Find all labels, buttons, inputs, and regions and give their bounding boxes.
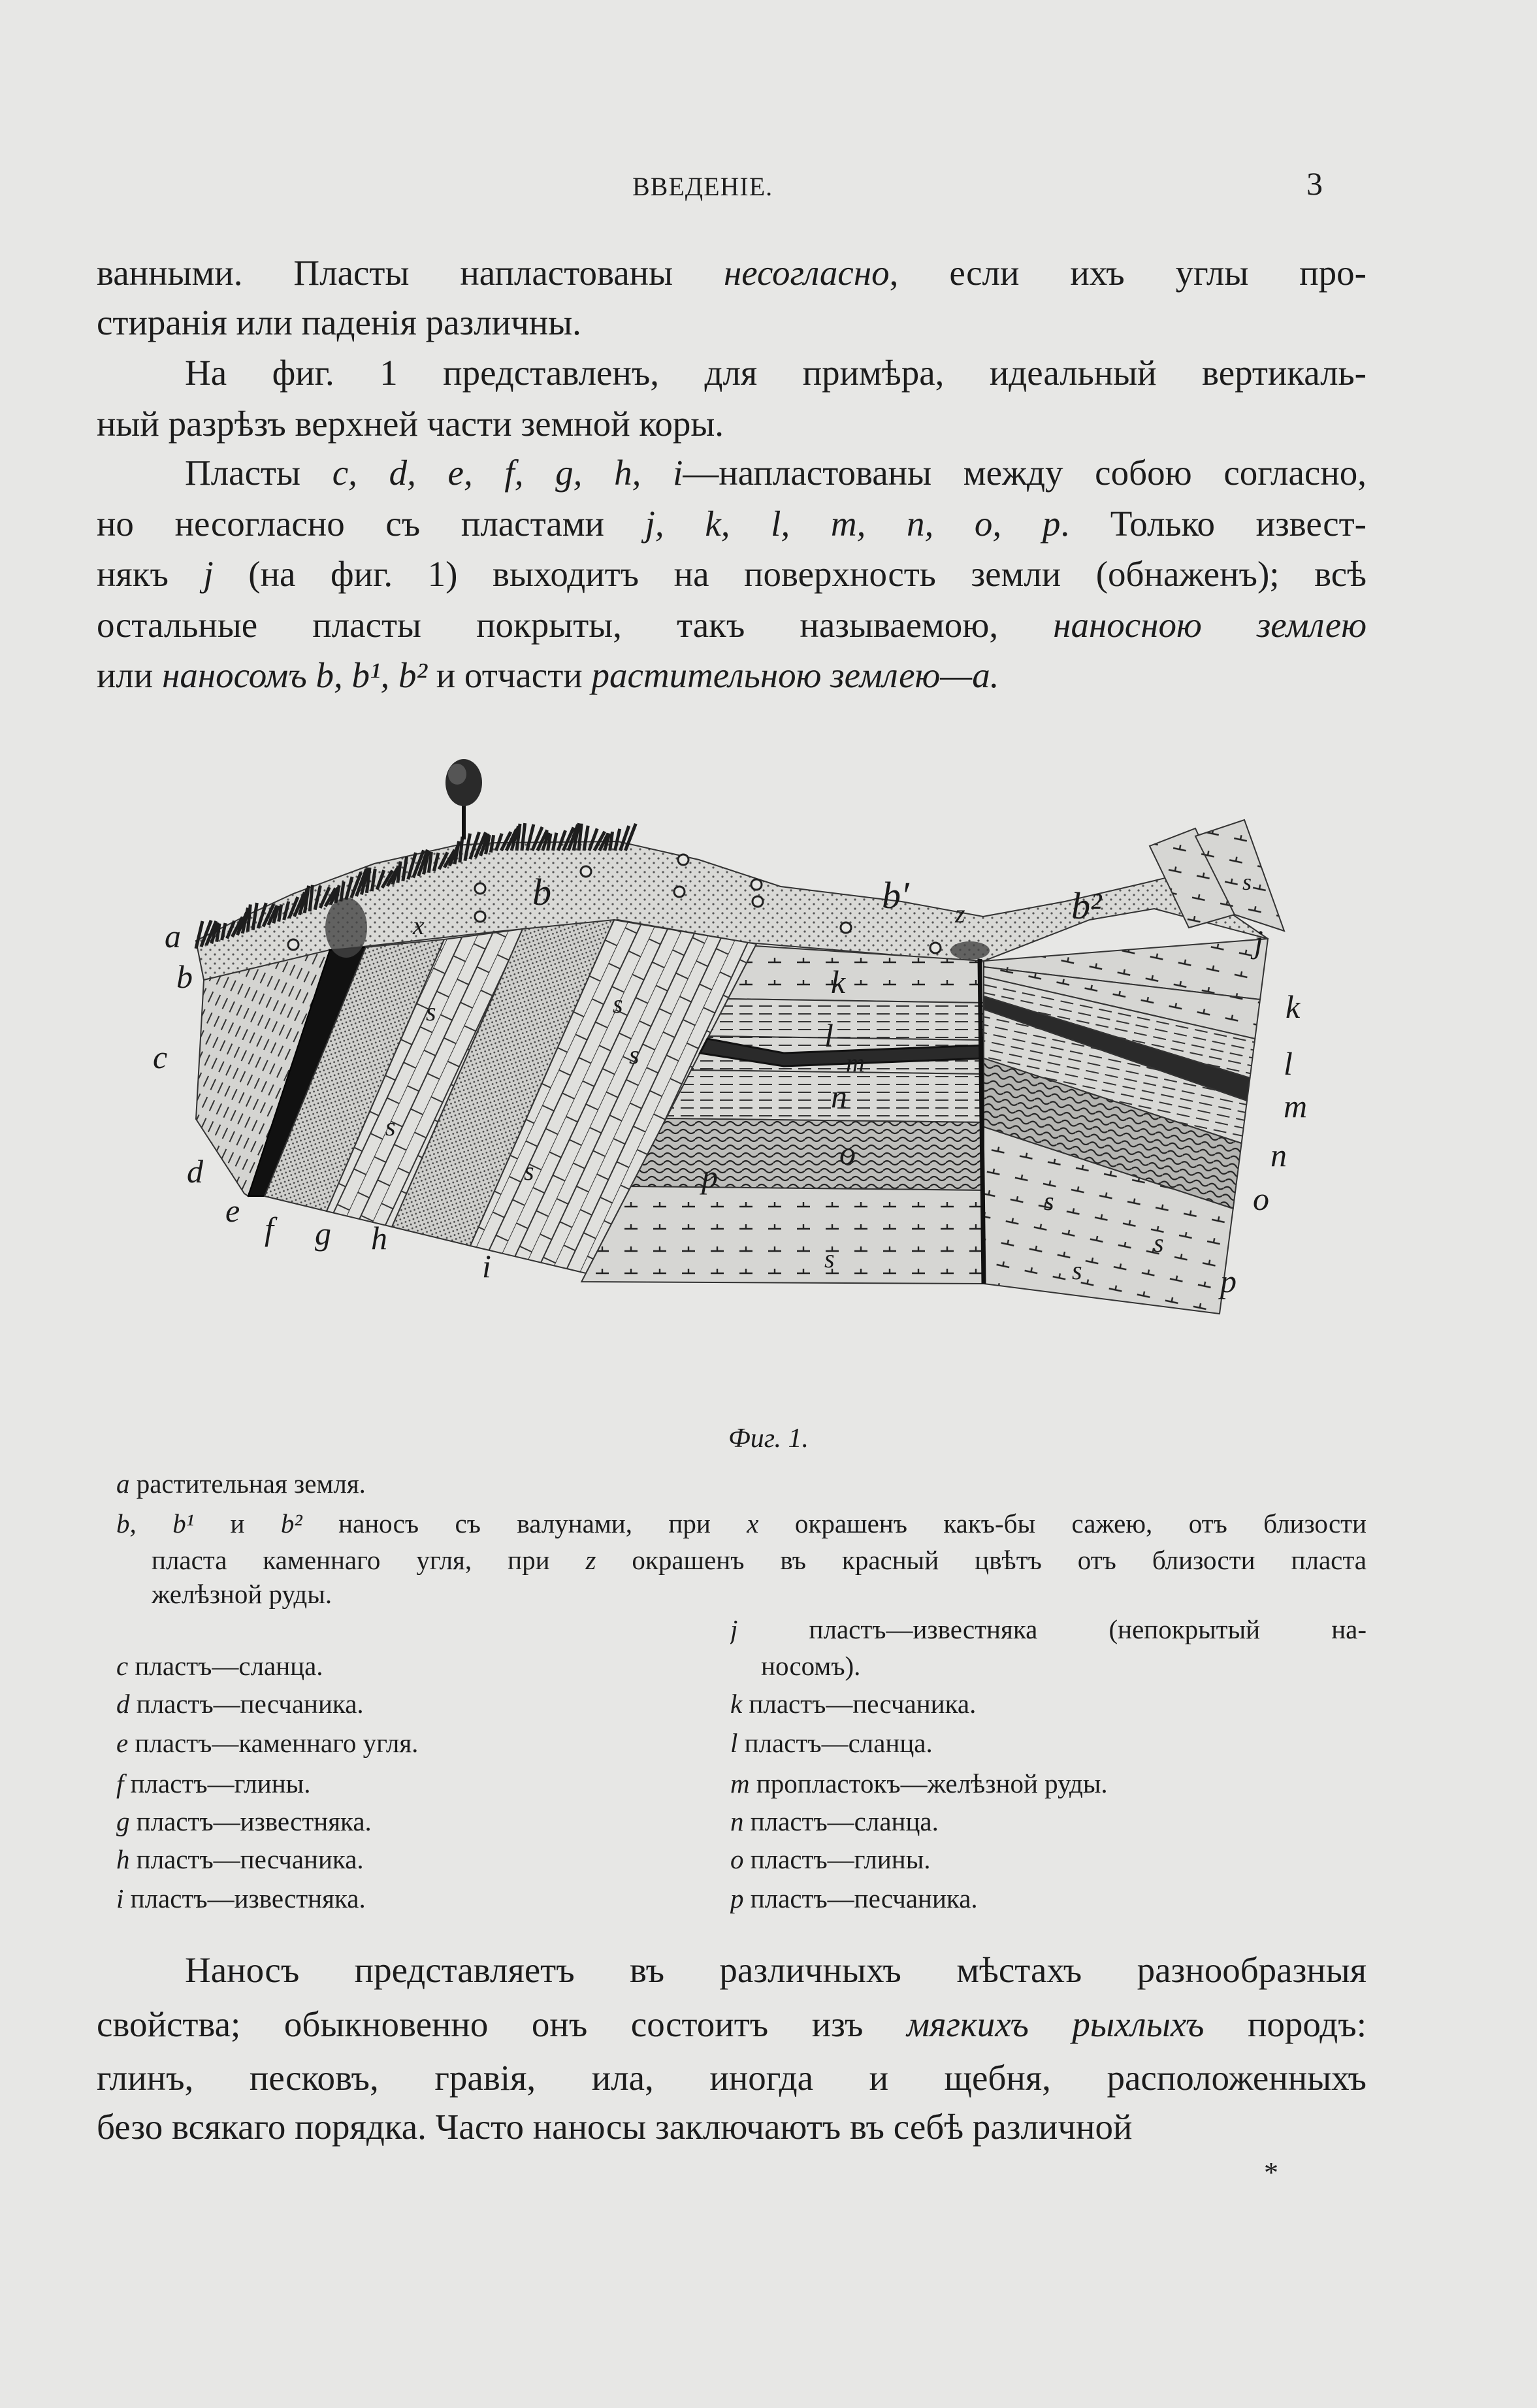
legend-item-b xyxy=(152,1541,1367,1579)
text-run: и xyxy=(194,1508,281,1538)
stain-x xyxy=(325,898,367,958)
text-run: ванными. Пласты напластованы xyxy=(97,253,724,293)
legend-item-g xyxy=(116,1802,704,1840)
text-run: Пласты xyxy=(185,453,332,493)
text-line xyxy=(97,2052,1367,2104)
stratum-p-left-block xyxy=(581,1186,984,1284)
text-run: , если ихъ углы про- xyxy=(889,253,1367,293)
text-run: но несогласно съ пластами xyxy=(97,504,645,544)
text-line xyxy=(97,247,1367,299)
legend-item-j-cont xyxy=(761,1647,1153,1685)
page-number: 3 xyxy=(1306,165,1323,202)
boulder xyxy=(678,854,688,865)
italic-term: наносомъ b, b¹, b² xyxy=(162,655,427,695)
fig-label-s: s xyxy=(1154,1228,1164,1258)
stain-z xyxy=(950,941,990,960)
italic-term: a xyxy=(116,1469,130,1499)
text-line xyxy=(97,548,1367,600)
fig-label-p-inner: p xyxy=(702,1158,718,1195)
fig-label-b: b xyxy=(176,958,193,995)
legend-item-j xyxy=(730,1610,1367,1648)
fig-label-x: x xyxy=(413,911,425,940)
boulder xyxy=(674,887,685,897)
text-run: породъ: xyxy=(1204,2004,1367,2044)
fig-label-a: a xyxy=(165,918,181,954)
legend-letter: p xyxy=(730,1883,744,1913)
legend-letter: i xyxy=(116,1883,124,1913)
boulder xyxy=(751,879,762,890)
text-line xyxy=(185,447,1367,499)
legend-text: носомъ). xyxy=(761,1651,861,1681)
running-header: ВВЕДЕНІЕ. xyxy=(632,172,773,201)
italic-term: j xyxy=(203,554,214,594)
text-line xyxy=(185,347,1367,399)
fig-label-b2: b² xyxy=(1071,885,1102,927)
text-run: и отчасти xyxy=(427,655,592,695)
fig-label-l-inner: l xyxy=(824,1017,833,1054)
fig-label-p: p xyxy=(1220,1263,1237,1299)
fig-label-l: l xyxy=(1284,1045,1293,1082)
text-run: ный разрѣзъ верхней части земной коры. xyxy=(97,404,724,444)
fig-label-f: f xyxy=(265,1211,274,1247)
text-run: някъ xyxy=(97,554,204,594)
fig-label-j: j xyxy=(1254,923,1263,960)
boulder xyxy=(475,883,485,894)
boulder xyxy=(288,939,299,950)
fig-label-s: s xyxy=(629,1040,639,1069)
legend-text: пропластокъ—желѣзной руды. xyxy=(756,1768,1108,1798)
legend-item-m xyxy=(730,1765,1351,1802)
legend-letter: d xyxy=(116,1689,130,1719)
tree-icon xyxy=(445,759,482,839)
italic-term: мягкихъ рыхлыхъ xyxy=(906,2004,1205,2044)
italic-term: наносною землею xyxy=(1053,605,1367,645)
legend-letter: k xyxy=(730,1689,743,1719)
fig-label-k-inner: k xyxy=(831,964,846,1000)
fig-label-i: i xyxy=(482,1248,491,1284)
legend-letter: n xyxy=(730,1806,744,1836)
fig-label-g: g xyxy=(315,1215,331,1252)
fig-label-c: c xyxy=(153,1039,168,1075)
legend-letter: f xyxy=(116,1768,124,1798)
legend-text: пластъ—глины. xyxy=(750,1844,931,1874)
fig-label-h: h xyxy=(371,1220,387,1256)
text-run: окрашенъ въ красный цвѣтъ отъ близости пласта xyxy=(596,1545,1367,1575)
text-line xyxy=(97,2101,1367,2153)
legend-item-e xyxy=(116,1724,704,1762)
text-run: (на фиг. 1) выходитъ на поверхность земли (обнаженъ); всѣ xyxy=(213,554,1367,594)
legend-item-l xyxy=(730,1724,1351,1762)
italic-term: несогласно xyxy=(724,253,890,293)
fig-label-o: o xyxy=(1253,1180,1269,1217)
fig-label-m: m xyxy=(1284,1088,1308,1124)
legend-item-f xyxy=(116,1765,704,1802)
fig-label-s: s xyxy=(385,1112,396,1141)
text-run: наносъ съ валунами, при xyxy=(302,1508,747,1538)
legend-letter: j xyxy=(730,1614,738,1644)
text-line xyxy=(185,1944,1367,1996)
text-line xyxy=(97,649,1367,702)
legend-text: пластъ—сланца. xyxy=(744,1728,933,1758)
fig-label-s: s xyxy=(824,1244,835,1273)
legend-item-p xyxy=(730,1879,1351,1917)
legend-text: пластъ—песчаника. xyxy=(136,1689,364,1719)
stratum-l-left-block xyxy=(709,999,984,1040)
boulder xyxy=(930,943,941,953)
text-line xyxy=(97,599,1367,651)
fig-label-s: s xyxy=(426,997,436,1026)
legend-item-b xyxy=(152,1575,1367,1613)
text-run: пласта каменнаго угля, при xyxy=(152,1545,586,1575)
text-run: безо всякаго порядка. Часто наносы заключаютъ въ себѣ различной xyxy=(97,2107,1133,2147)
italic-term: z xyxy=(585,1545,596,1575)
legend-text: пластъ—песчаника. xyxy=(749,1689,977,1719)
italic-term: x xyxy=(747,1508,759,1538)
text-run: Наносъ представляетъ въ различныхъ мѣстахъ разнообразныя xyxy=(185,1950,1367,1990)
text-line xyxy=(97,297,1367,349)
legend-text: пластъ—каменнаго угля. xyxy=(135,1728,419,1758)
stratum-o-left-block xyxy=(631,1118,984,1190)
fig-label-o-inner: o xyxy=(839,1135,856,1171)
legend-text: пластъ—сланца. xyxy=(750,1806,939,1836)
text-run: желѣзной руды. xyxy=(152,1579,332,1609)
fig-label-z: z xyxy=(955,899,965,928)
italic-term: растительною землею—a. xyxy=(591,655,999,695)
italic-term: j, k, l, m, n, o, p xyxy=(645,504,1061,544)
italic-term: b² xyxy=(280,1508,302,1538)
boulder xyxy=(581,866,591,877)
legend-letter: l xyxy=(730,1728,738,1758)
boulder xyxy=(752,896,763,907)
legend-item-o xyxy=(730,1840,1351,1878)
fig-label-m-inner: m xyxy=(846,1048,865,1077)
legend-item-c xyxy=(116,1647,704,1685)
legend-text: пластъ—песчаника. xyxy=(136,1844,364,1874)
legend-text: пластъ—песчаника. xyxy=(750,1883,978,1913)
italic-term: b, b¹ xyxy=(116,1508,194,1538)
legend-text: пластъ—известняка (непокрытый на- xyxy=(809,1614,1367,1644)
legend-letter: g xyxy=(116,1806,130,1836)
text-run: остальные пласты покрыты, такъ называемою, xyxy=(97,605,1054,645)
fig-label-s: s xyxy=(1072,1256,1082,1285)
legend-text: пластъ—известняка. xyxy=(130,1883,366,1913)
text-run: растительная земля. xyxy=(129,1469,366,1499)
legend-text: пластъ—известняка. xyxy=(136,1806,372,1836)
fig-label-k: k xyxy=(1286,988,1301,1025)
text-line xyxy=(97,1998,1367,2051)
legend-item-a xyxy=(116,1465,1357,1503)
legend-item-k xyxy=(730,1685,1351,1723)
legend-item-d xyxy=(116,1685,704,1723)
legend-item-i xyxy=(116,1879,704,1917)
legend-letter: e xyxy=(116,1728,129,1758)
legend-letter: c xyxy=(116,1651,129,1681)
legend-text: пластъ—глины. xyxy=(130,1768,311,1798)
text-run: —напластованы между собою согласно, xyxy=(683,453,1367,493)
text-run: . Только извест- xyxy=(1060,504,1367,544)
text-run: глинъ, песковъ, гравія, ила, иногда и щебня, расположенныхъ xyxy=(97,2058,1367,2098)
stratum-n-left-block xyxy=(666,1070,984,1122)
boulder xyxy=(841,922,851,933)
legend-item-b xyxy=(116,1505,1367,1542)
text-line xyxy=(97,398,1367,450)
fig-label-d: d xyxy=(187,1153,203,1190)
text-run: свойства; обыкновенно онъ состоитъ изъ xyxy=(97,2004,907,2044)
fig-label-b-nanos: b xyxy=(532,871,551,913)
legend-item-h xyxy=(116,1840,704,1878)
text-run: стиранія или паденія различны. xyxy=(97,302,581,342)
text-run: или xyxy=(97,655,163,695)
fig-label-e: e xyxy=(225,1192,240,1229)
legend-item-n xyxy=(730,1802,1351,1840)
boulder xyxy=(475,911,485,922)
fig-label-n-inner: n xyxy=(831,1078,847,1115)
text-line xyxy=(97,498,1367,550)
fig-label-s: s xyxy=(1044,1186,1054,1216)
legend-text: пластъ—сланца. xyxy=(135,1651,323,1681)
text-run: На фиг. 1 представленъ, для примѣра, идеальный вертикаль- xyxy=(185,353,1367,393)
fig-label-s: s xyxy=(524,1156,534,1186)
figure-caption: Фиг. 1. xyxy=(728,1424,809,1454)
legend-letter: m xyxy=(730,1768,750,1798)
fig-label-s: s xyxy=(1242,869,1252,895)
legend-letter: h xyxy=(116,1844,130,1874)
fig-label-s: s xyxy=(613,989,623,1018)
figure-geological-section xyxy=(131,751,1404,1339)
text-run: окрашенъ какъ-бы сажею, отъ близости xyxy=(758,1508,1367,1538)
signature-mark: * xyxy=(1264,2156,1278,2188)
italic-term: c, d, e, f, g, h, i xyxy=(332,453,683,493)
legend-letter: o xyxy=(730,1844,744,1874)
fig-label-b1: b′ xyxy=(882,874,909,917)
fig-label-n: n xyxy=(1270,1137,1287,1173)
